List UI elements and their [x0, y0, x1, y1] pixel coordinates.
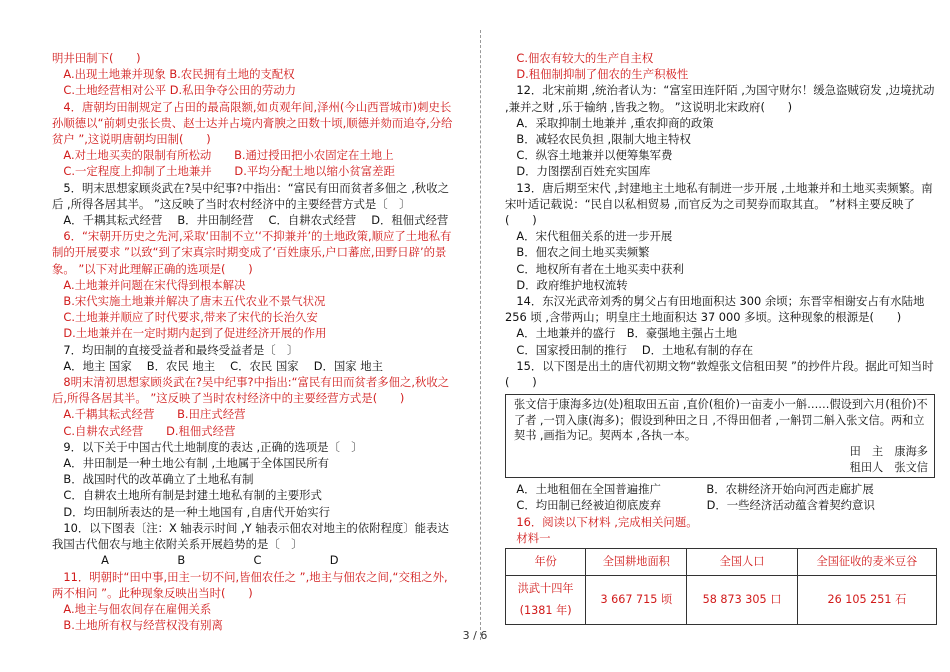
- text-line: C．纵容土地兼并以便筹集军费: [505, 148, 673, 163]
- column-divider: [480, 30, 481, 640]
- text-line: C．国家授田制的推行 D．土地私有制的存在: [505, 342, 754, 357]
- page-number: 3 / 6: [462, 629, 488, 642]
- text-line: 16．阅读以下材料 ,完成相关问题。: [505, 514, 698, 529]
- table-row: [506, 576, 937, 625]
- text-line: 15．以下图是出土的唐代初期文物“敦煌张文信租田契 ”的抄件片段。据此可知当时( ): [505, 358, 934, 390]
- text-line: A B C D: [52, 553, 339, 568]
- table-header-year: 年份: [506, 549, 586, 576]
- text-line: A．井田制是一种土地公有制 ,土地属于全体国民所有: [52, 456, 330, 471]
- text-line: 13．唐后期至宋代 ,封建地主土地私有制进一步开展 ,土地兼并和土地买卖频繁。南宋叶适记载说：“民自以私相贸易 ,而官反为之司契券而取其直。 ”材料主要反映了( ): [505, 180, 933, 228]
- year-line-2: (1381 年): [519, 604, 572, 618]
- text-line: A．采取抑制土地兼并 ,重农抑商的政策: [505, 115, 714, 130]
- quote-signature-owner: 田 主 康海多: [849, 445, 928, 459]
- table-cell-population: 58 873 305 口: [687, 576, 797, 625]
- text-line: C.土地经营相对公平 D.私田争夺公田的劳动力: [52, 83, 297, 98]
- contract-quote-box: [505, 394, 935, 478]
- text-line: 明井田制下( ): [52, 51, 141, 65]
- text-line: 7．均田制的直接受益者和最终受益者是〔 〕: [52, 342, 299, 357]
- text-line: 8明末清初思想家顾炎武在?吴中纪事?中指出:“富民有田而贫者多佃之,秋收之后,所得各居其半。 ”这反映了当时农村经济中的主要经营方式是( ): [52, 375, 450, 406]
- text-line: C．均田制已经被迫彻底废弃 D．一些经济活动蕴含着契约意识: [505, 498, 875, 513]
- text-line: A．土地兼并的盛行 B．豪强地主强占土地: [505, 326, 738, 341]
- text-line: 4．唐朝均田制规定了占田的最高限额,如贞观年间,泽州(今山西晋城市)刺史长孙顺德以“前刺史张长贵、赵士达并占境内膏腴之田数十顷,顺德并劾而追夺,分给贫户 ”,这说明唐朝均田制( ): [52, 99, 453, 147]
- text-line: 6．“宋朝开历史之先河,采取‘田制不立’‘不抑兼并’的土地政策,顺应了土地私有制的开展要求 ”以致“到了宋真宗时期变成了‘百姓康乐,户口蕃庶,田野日辟’的景象。 ”以下对此理解正确的选项是( ): [52, 229, 452, 276]
- table-header-population: 全国人口: [687, 549, 797, 576]
- text-line: A.千耦其耘式经营 B.田庄式经营: [52, 407, 246, 422]
- table-header-row: [506, 549, 937, 576]
- right-top-block: [505, 50, 935, 390]
- text-line: B.宋代实施土地兼并解决了唐末五代农业不景气状况: [52, 294, 326, 309]
- text-line: D．力图摆刮百姓充实国库: [505, 164, 651, 179]
- text-line: C.自耕农式经营 D.租佃式经营: [52, 423, 236, 438]
- text-line: C.土地兼并顺应了时代要求,带来了宋代的长治久安: [52, 310, 318, 325]
- text-line: A.对土地买卖的限制有所松动 B.通过授田把小农固定在土地上: [52, 148, 394, 163]
- text-line: A.出现土地兼并现象 B.农民拥有土地的支配权: [52, 67, 295, 82]
- right-column: [505, 50, 935, 625]
- table-header-area: 全国耕地面积: [586, 549, 687, 576]
- text-line: A.土地兼并问题在宋代得到根本解决: [52, 277, 246, 292]
- text-line: B.土地所有权与经营权没有别离: [52, 618, 223, 633]
- table-cell-year: [506, 576, 586, 625]
- left-column: [52, 50, 454, 633]
- text-line: D.租佃制抑制了佃农的生产积极性: [505, 67, 689, 82]
- text-line: A.地主与佃农间存在雇佣关系: [52, 601, 212, 616]
- text-line: A．宋代租佃关系的进一步开展: [505, 229, 673, 244]
- text-line: D．政府维护地权流转: [505, 277, 628, 292]
- text-line: A．地主 国家 B．农民 地主 C．农民 国家 D．国家 地主: [52, 358, 384, 373]
- text-line: A．千耦其耘式经营 B．井田制经营 C．自耕农式经营 D．租佃式经营: [52, 213, 449, 228]
- material-table: [505, 548, 937, 625]
- text-line: B．战国时代的改革确立了土地私有制: [52, 472, 254, 487]
- quote-body: 张文信于康海多边(处)租取田五亩 ,直价(租价)一亩麦小一斛……假设到六月(租价)不了者 ,一罚入康(海多)；假设到种田之日 ,不得田佃者 ,一斛罚二斛入张文信。两和立契书 ,画指为记。契两本 ,各执一本。: [514, 398, 928, 443]
- text-line: C．地权所有者在土地买卖中获利: [505, 261, 684, 276]
- text-line: D．均田制所表达的是一种土地国有 ,自唐代开始实行: [52, 504, 330, 519]
- text-line: B．佃农之间土地买卖频繁: [505, 245, 650, 260]
- text-line: C.佃农有较大的生产自主权: [505, 51, 654, 65]
- year-line-1: 洪武十四年: [517, 581, 574, 595]
- text-line: D.土地兼并在一定时期内起到了促进经济开展的作用: [52, 326, 327, 341]
- table-header-grain: 全国征收的麦米豆谷: [797, 549, 936, 576]
- text-line: C.一定程度上抑制了土地兼并 D.平均分配土地以缩小贫富差距: [52, 164, 395, 179]
- text-line: A．土地租佃在全国普遍推广 B．农耕经济开始向河西走廊扩展: [505, 482, 874, 497]
- right-bottom-block: [505, 481, 935, 546]
- text-line: B．减轻农民负担 ,限制大地主特权: [505, 132, 691, 147]
- text-line: 5．明末思想家顾炎武在?吴中纪事?中指出：“富民有田而贫者多佃之 ,秋收之后 ,所得各居其半。 ”这反映了当时农村经济中的主要经营方式是〔 〕: [52, 180, 449, 211]
- text-line: C．自耕农土地所有制是封建土地私有制的主要形式: [52, 488, 322, 503]
- text-line: 14．东汉光武帝刘秀的舅父占有田地面积达 300 余顷；东晋宰相谢安占有水陆地 256 顷 ,含带两山；明皇庄土地面积达 37 000 多顷。这种现象的根源是( ): [505, 294, 925, 325]
- text-line: 10．以下图表〔注：X 轴表示时间 ,Y 轴表示佃农对地主的依附程度〕能表达我国古代佃农与地主依附关系开展趋势的是〔 〕: [52, 520, 449, 552]
- text-line: 9．以下关于中国古代土地制度的表达 ,正确的选项是〔 〕: [52, 439, 363, 454]
- text-line: 11．明朝时“田中事,田主一切不问,皆佃农任之 ”,地主与佃农之间,“交租之外,两不相问 ”。此种现象反映出当时( ): [52, 569, 448, 600]
- table-cell-area: 3 667 715 顷: [586, 576, 687, 625]
- text-line: 材料一: [505, 530, 551, 545]
- quote-signature-tenant: 租田人 张文信: [849, 460, 928, 474]
- text-line: 12．北宋前期 ,统治者认为：“富室田连阡陌 ,为国守财尔！缓急盗贼窃发 ,边境扰动 ,兼并之财 ,乐于输纳 ,皆我之物。 ”这说明北宋政府( ): [505, 83, 935, 114]
- table-cell-grain: 26 105 251 石: [797, 576, 936, 625]
